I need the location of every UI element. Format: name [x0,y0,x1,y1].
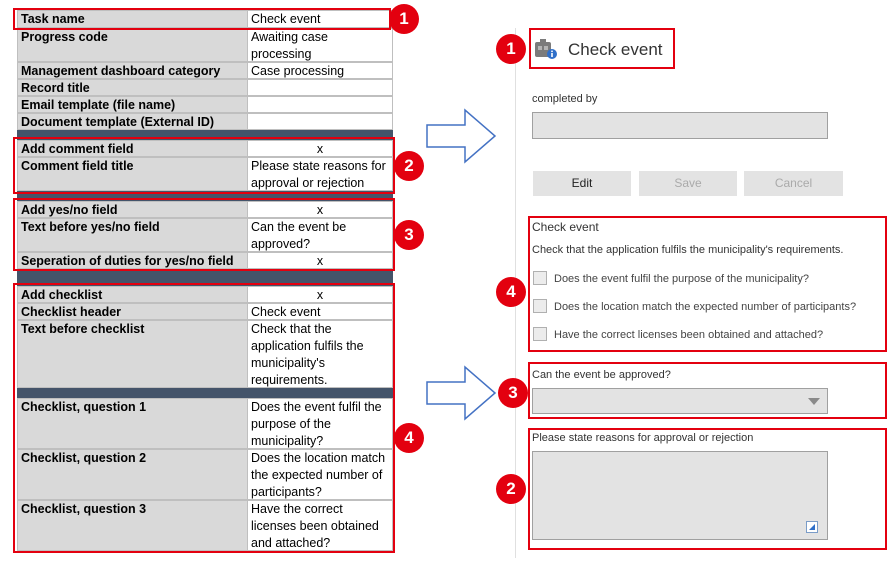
row-value: Does the location match the expected number of participants? [247,449,393,500]
row-value: Does the event fulfil the purpose of the municipality? [247,398,393,449]
task-icon [534,38,558,60]
row-key: Comment field title [17,157,247,191]
badge-3: 3 [394,220,424,250]
row-key: Task name [17,10,247,28]
checklist-question-3: Have the correct licenses been obtained and attached? [554,329,824,341]
row-key: Checklist, question 2 [17,449,247,500]
row-key: Checklist, question 1 [17,398,247,449]
chevron-down-icon [808,398,820,406]
arrow-right-icon [425,365,499,421]
row-value: Check event [247,303,393,320]
badge-2: 2 [394,151,424,181]
yesno-label: Can the event be approved? [532,369,671,381]
checklist-question-2: Does the location match the expected number of participants? [554,301,857,313]
completed-by-label: completed by [532,93,598,105]
table-row [17,62,393,79]
row-key: Management dashboard category [17,62,247,79]
row-value: Case processing [247,62,393,79]
row-key: Text before checklist [17,320,247,388]
completed-by-field[interactable] [532,112,828,139]
row-value: Please state reasons for approval or rejection [247,157,393,191]
row-value: x [247,201,393,218]
highlight-box-task-name [13,8,391,30]
row-key: Email template (file name) [17,96,247,113]
comment-label: Please state reasons for approval or rejection [532,432,754,444]
checklist-checkbox-3[interactable] [533,327,547,341]
row-value [247,79,393,96]
checklist-intro: Check that the application fulfils the municipality's requirements. [532,244,844,256]
save-button[interactable]: Save [639,171,737,196]
row-value: Can the event be approved? [247,218,393,252]
row-value: Check event [247,10,393,28]
row-key: Checklist header [17,303,247,320]
badge-3: 3 [498,378,528,408]
table-row [17,113,393,130]
row-key: Checklist, question 3 [17,500,247,551]
table-row [17,28,393,62]
row-key: Add yes/no field [17,201,247,218]
row-key: Seperation of duties for yes/no field [17,252,247,269]
highlight-box-checklist [13,283,395,553]
highlight-box-yesno [13,198,395,271]
badge-4: 4 [394,423,424,453]
checklist-header: Check event [532,220,599,234]
row-value [247,96,393,113]
edit-button[interactable]: Edit [533,171,631,196]
row-key: Text before yes/no field [17,218,247,252]
badge-4: 4 [496,277,526,307]
resize-handle-icon[interactable] [806,521,818,533]
row-value: Have the correct licenses been obtained and attached? [247,500,393,551]
row-key: Progress code [17,28,247,62]
badge-2: 2 [496,474,526,504]
cancel-button[interactable]: Cancel [744,171,843,196]
row-key: Add comment field [17,140,247,157]
checklist-checkbox-1[interactable] [533,271,547,285]
row-key: Add checklist [17,286,247,303]
row-value: x [247,286,393,303]
badge-1: 1 [496,34,526,64]
checklist-question-1: Does the event fulfil the purpose of the municipality? [554,273,809,285]
table-row [17,79,393,96]
table-row [17,96,393,113]
row-value [247,113,393,130]
highlight-box-comment [13,137,395,194]
comment-textarea[interactable] [532,451,828,540]
badge-1: 1 [389,4,419,34]
row-key: Document template (External ID) [17,113,247,130]
arrow-right-icon [425,108,499,164]
checklist-checkbox-2[interactable] [533,299,547,313]
row-value: x [247,140,393,157]
page-title: Check event [568,40,663,59]
row-key: Record title [17,79,247,96]
yesno-select[interactable] [532,388,828,414]
row-value: Awaiting case processing [247,28,393,62]
row-value: x [247,252,393,269]
row-value: Check that the application fulfils the municipality's requirements. [247,320,393,388]
